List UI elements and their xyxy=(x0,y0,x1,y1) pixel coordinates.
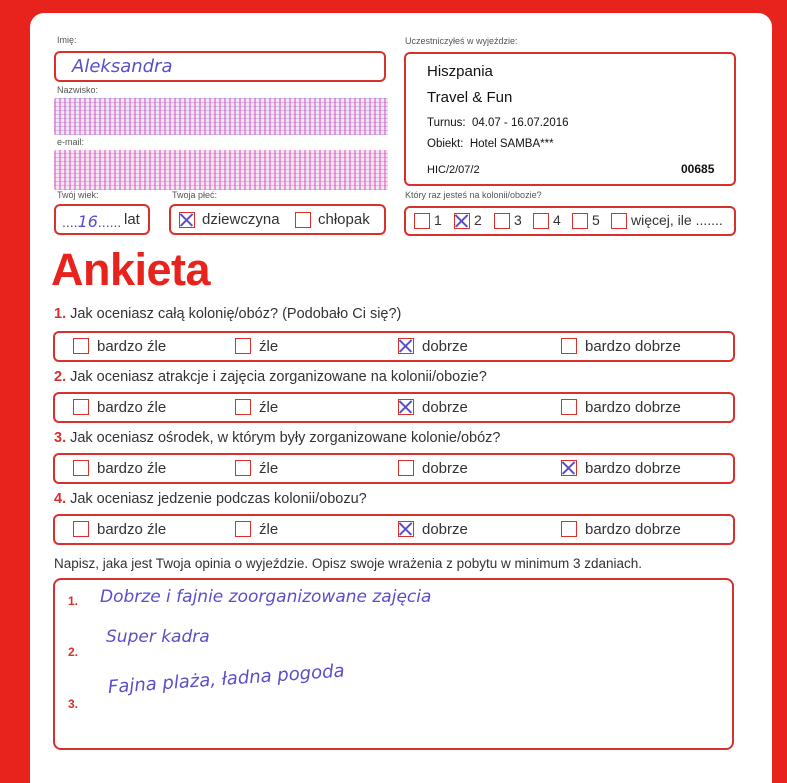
q2-bardzo-dobrze-checkbox[interactable] xyxy=(561,399,577,415)
question-number: 2. xyxy=(54,369,67,385)
q1-bardzo-dobrze-label: bardzo dobrze xyxy=(585,338,681,355)
gender-boy-checkbox[interactable] xyxy=(295,212,311,228)
q1-zle-label: źle xyxy=(259,338,279,355)
trip-turnus xyxy=(427,117,569,129)
trip-number: 00685 xyxy=(681,162,715,176)
q1-dobrze-checkbox[interactable] xyxy=(398,338,414,354)
first-name-value: Aleksandra xyxy=(72,56,173,77)
question-text: Jak oceniasz jedzenie podczas kolonii/obozu? xyxy=(70,491,367,507)
q2-bardzo-zle-checkbox[interactable] xyxy=(73,399,89,415)
q3-bardzo-zle-label: bardzo źle xyxy=(97,460,167,477)
question-4 xyxy=(54,491,367,507)
q3-zle-label: źle xyxy=(259,460,279,477)
q2-dobrze-label: dobrze xyxy=(422,399,468,416)
times-1-checkbox[interactable] xyxy=(414,213,430,229)
q1-bardzo-zle-label: bardzo źle xyxy=(97,338,167,355)
times-2-checkbox[interactable] xyxy=(454,213,470,229)
turnus-value: 04.07 - 16.07.2016 xyxy=(471,117,569,129)
trip-brand: Travel & Fun xyxy=(427,89,513,106)
q1-dobrze-label: dobrze xyxy=(422,338,468,355)
q1-bardzo-dobrze-checkbox[interactable] xyxy=(561,338,577,354)
question-2 xyxy=(54,369,487,385)
times-3-checkbox[interactable] xyxy=(494,213,510,229)
question-text: Jak oceniasz atrakcje i zajęcia zorganizowane na kolonii/obozie? xyxy=(70,369,487,385)
q3-bardzo-dobrze-checkbox[interactable] xyxy=(561,460,577,476)
turnus-label: Turnus: xyxy=(427,117,466,129)
question-text: Jak oceniasz całą kolonię/obóz? (Podobało Ci się?) xyxy=(70,306,402,322)
q4-zle-checkbox[interactable] xyxy=(235,521,251,537)
q1-zle-checkbox[interactable] xyxy=(235,338,251,354)
times-1-label: 1 xyxy=(434,212,442,228)
q4-bardzo-dobrze-label: bardzo dobrze xyxy=(585,521,681,538)
q4-zle-label: źle xyxy=(259,521,279,538)
age-line xyxy=(62,212,121,231)
last-name-redacted xyxy=(54,98,388,135)
trip-code: HIC/2/07/2 xyxy=(427,164,480,176)
trip-country: Hiszpania xyxy=(427,63,493,80)
times-5-checkbox[interactable] xyxy=(572,213,588,229)
q2-zle-label: źle xyxy=(259,399,279,416)
email-redacted xyxy=(54,150,388,190)
opinion-1-text: Dobrze i fajnie zoorganizowane zajęcia xyxy=(100,587,432,607)
times-4-checkbox[interactable] xyxy=(533,213,549,229)
age-field[interactable] xyxy=(54,204,150,235)
question-number: 4. xyxy=(54,491,67,507)
gender-boy-label: chłopak xyxy=(318,211,370,228)
trip-label: Uczestniczyłeś w wyjeździe: xyxy=(405,36,518,46)
q4-dobrze-label: dobrze xyxy=(422,521,468,538)
q1-bardzo-zle-checkbox[interactable] xyxy=(73,338,89,354)
times-3-label: 3 xyxy=(514,212,522,228)
gender-girl-label: dziewczyna xyxy=(202,211,280,228)
q2-bardzo-zle-label: bardzo źle xyxy=(97,399,167,416)
age-dots-after: ...... xyxy=(97,214,122,230)
q2-dobrze-checkbox[interactable] xyxy=(398,399,414,415)
age-label: Twój wiek: xyxy=(57,190,99,200)
obiekt-value: Hotel SAMBA*** xyxy=(469,138,554,150)
times-2-label: 2 xyxy=(474,212,482,228)
q2-zle-checkbox[interactable] xyxy=(235,399,251,415)
times-4-label: 4 xyxy=(553,212,561,228)
age-value: 16 xyxy=(77,212,98,231)
question-number: 1. xyxy=(54,306,67,322)
first-name-field[interactable] xyxy=(54,51,386,82)
q4-bardzo-dobrze-checkbox[interactable] xyxy=(561,521,577,537)
question-text: Jak oceniasz ośrodek, w którym były zorganizowane kolonie/obóz? xyxy=(70,430,501,446)
q3-bardzo-dobrze-label: bardzo dobrze xyxy=(585,460,681,477)
opinion-1-number: 1. xyxy=(68,594,79,608)
opinion-prompt: Napisz, jaka jest Twoja opinia o wyjeździe. Opisz swoje wrażenia z pobytu w minimum 3 zdaniach. xyxy=(54,556,643,571)
q3-dobrze-label: dobrze xyxy=(422,460,468,477)
q2-bardzo-dobrze-label: bardzo dobrze xyxy=(585,399,681,416)
q4-bardzo-zle-checkbox[interactable] xyxy=(73,521,89,537)
q3-bardzo-zle-checkbox[interactable] xyxy=(73,460,89,476)
gender-label: Twoja płeć: xyxy=(172,190,218,200)
obiekt-label: Obiekt: xyxy=(427,138,464,150)
q4-bardzo-zle-label: bardzo źle xyxy=(97,521,167,538)
q3-zle-checkbox[interactable] xyxy=(235,460,251,476)
question-3 xyxy=(54,430,500,446)
gender-girl-checkbox[interactable] xyxy=(179,212,195,228)
age-unit: lat xyxy=(124,211,140,228)
last-name-label: Nazwisko: xyxy=(57,85,99,95)
email-label: e-mail: xyxy=(57,137,85,147)
first-name-label: Imię: xyxy=(57,35,77,45)
question-number: 3. xyxy=(54,430,67,446)
age-dots-before: .... xyxy=(62,214,78,230)
times-label: Który raz jesteś na kolonii/obozie? xyxy=(405,190,542,200)
opinion-3-number: 3. xyxy=(68,697,79,711)
opinion-3-text: Fajna plaża, ładna pogoda xyxy=(107,660,346,698)
trip-obiekt xyxy=(427,138,554,150)
trip-info-box xyxy=(404,52,736,186)
times-more-label: więcej, ile ....... xyxy=(631,212,723,228)
times-5-label: 5 xyxy=(592,212,600,228)
q4-dobrze-checkbox[interactable] xyxy=(398,521,414,537)
q3-dobrze-checkbox[interactable] xyxy=(398,460,414,476)
times-more-checkbox[interactable] xyxy=(611,213,627,229)
question-1 xyxy=(54,306,401,322)
opinion-2-text: Super kadra xyxy=(106,627,210,647)
opinion-2-number: 2. xyxy=(68,645,79,659)
page-title: Ankieta xyxy=(51,244,211,295)
